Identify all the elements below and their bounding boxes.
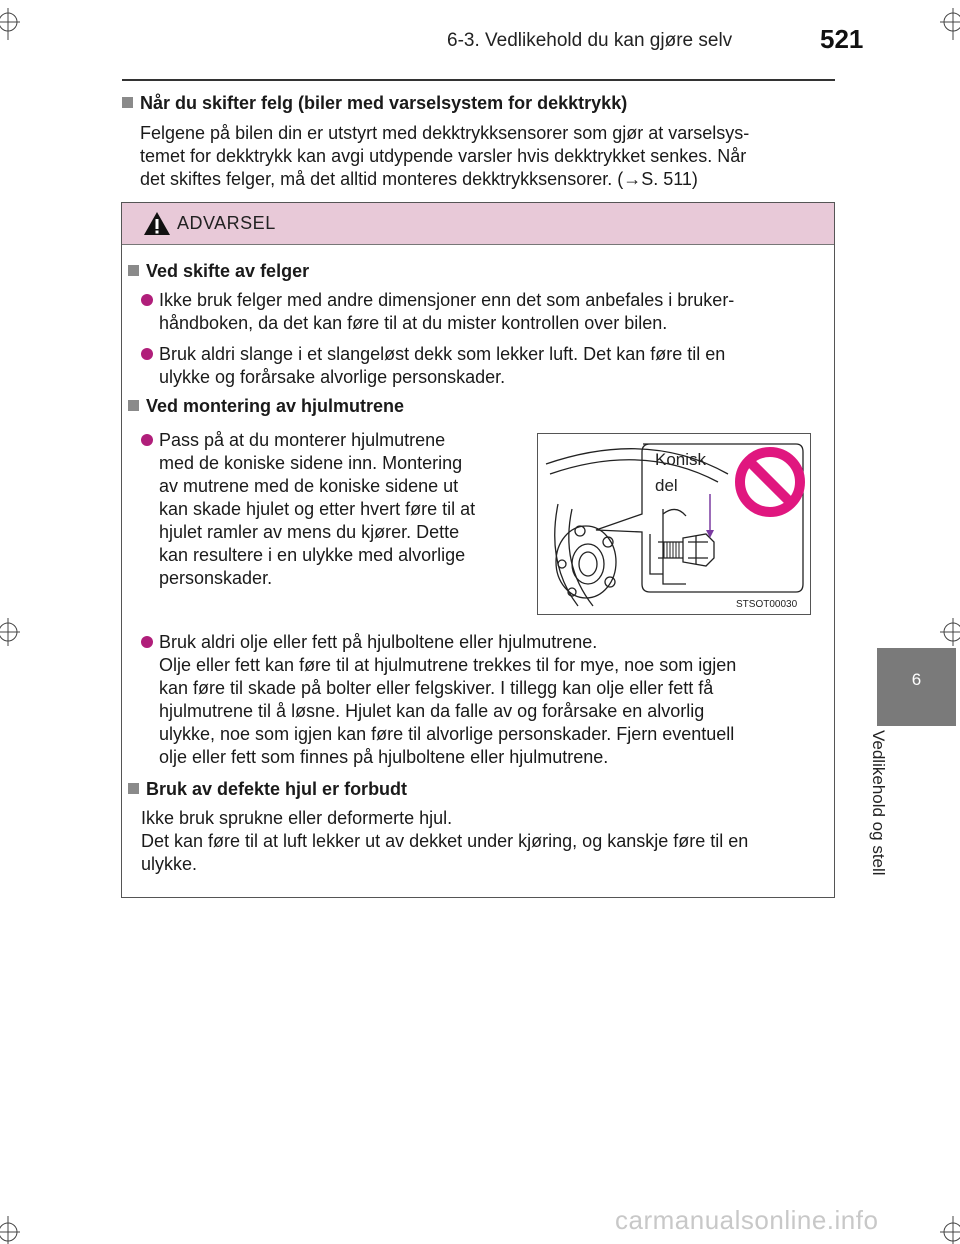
intro-line: Felgene på bilen din er utstyrt med dekktrykksensorer som gjør at varselsys- (140, 123, 750, 143)
wheel-nut-illustration (537, 433, 811, 615)
warning-title: ADVARSEL (177, 213, 276, 233)
intro-paragraph (140, 122, 828, 191)
callout-label-line2: del (655, 476, 678, 495)
warning-header (122, 203, 834, 245)
bullet-icon (141, 294, 153, 306)
chapter-label-box (869, 730, 918, 880)
intro-heading: Når du skifter felg (biler med varselsystem for dekktrykk) (122, 93, 627, 114)
chapter-number: 6 (911, 670, 922, 689)
section-title: 6-3. Vedlikehold du kan gjøre selv (447, 30, 733, 51)
warning-item: Bruk aldri olje eller fett på hjulboltene eller hjulmutrene. Olje eller fett kan føre til at hjulmutrene trekkes til for mye, noe som igjen kan føre til skade på bolter eller felgskiver. I tillegg kan olje eller fett få hjulmutrene til å løsne. Hjulet kan da falle av og forårsake en alvorlig ulykke, noe som igjen kan føre til alvorlige personskader. Fjern eventuell olje eller fett som finnes på hjulboltene eller hjulmutrene. (141, 631, 827, 769)
prohibition-icon (740, 452, 800, 512)
warning-section-heading: Ved montering av hjulmutrene (128, 396, 404, 417)
warning-item: Bruk aldri slange i et slangeløst dekk som lekker luft. Det kan føre til en ulykke og forårsake alvorlige personskader. (141, 343, 827, 389)
bullet-icon (141, 636, 153, 648)
warning-section-heading: Bruk av defekte hjul er forbudt (128, 779, 407, 800)
warning-section-heading: Ved skifte av felger (128, 261, 309, 282)
square-bullet-icon (128, 400, 139, 411)
intro-line: temet for dekktrykk kan avgi utdypende varsler hvis dekktrykket senkes. Når (140, 146, 747, 166)
warning-item: Pass på at du monterer hjulmutrene med de koniske sidene inn. Montering av mutrene med de koniske sidene ut kan skade hjulet og etter hvert føre til at hjulet ramler av mens du kjører. Dette kan resultere i en ulykke med alvorlige personskader. (141, 429, 521, 590)
figure-code: STSOT00030 (736, 599, 798, 610)
square-bullet-icon (128, 783, 139, 794)
page-number: 521 (820, 24, 864, 54)
watermark: carmanualsonline.info (615, 1205, 879, 1235)
warning-item: Ikke bruk felger med andre dimensjoner enn det som anbefales i bruker- håndboken, da det kan føre til at du mister kontrollen over bilen. (141, 289, 827, 335)
warning-triangle-icon (143, 211, 171, 236)
square-bullet-icon (128, 265, 139, 276)
chapter-label: Vedlikehold og stell (869, 730, 888, 876)
square-bullet-icon (122, 97, 133, 108)
intro-line: det skiftes felger, må det alltid monteres dekktrykksensorer. (→S. 511) (140, 169, 698, 189)
warning-paragraph: Ikke bruk sprukne eller deformerte hjul. Det kan føre til at luft lekker ut av dekket under kjøring, og kanskje føre til en ulykke. (141, 808, 749, 874)
bullet-icon (141, 348, 153, 360)
header-divider (122, 79, 835, 81)
callout-label-line1: Konisk (655, 450, 707, 469)
bullet-icon (141, 434, 153, 446)
